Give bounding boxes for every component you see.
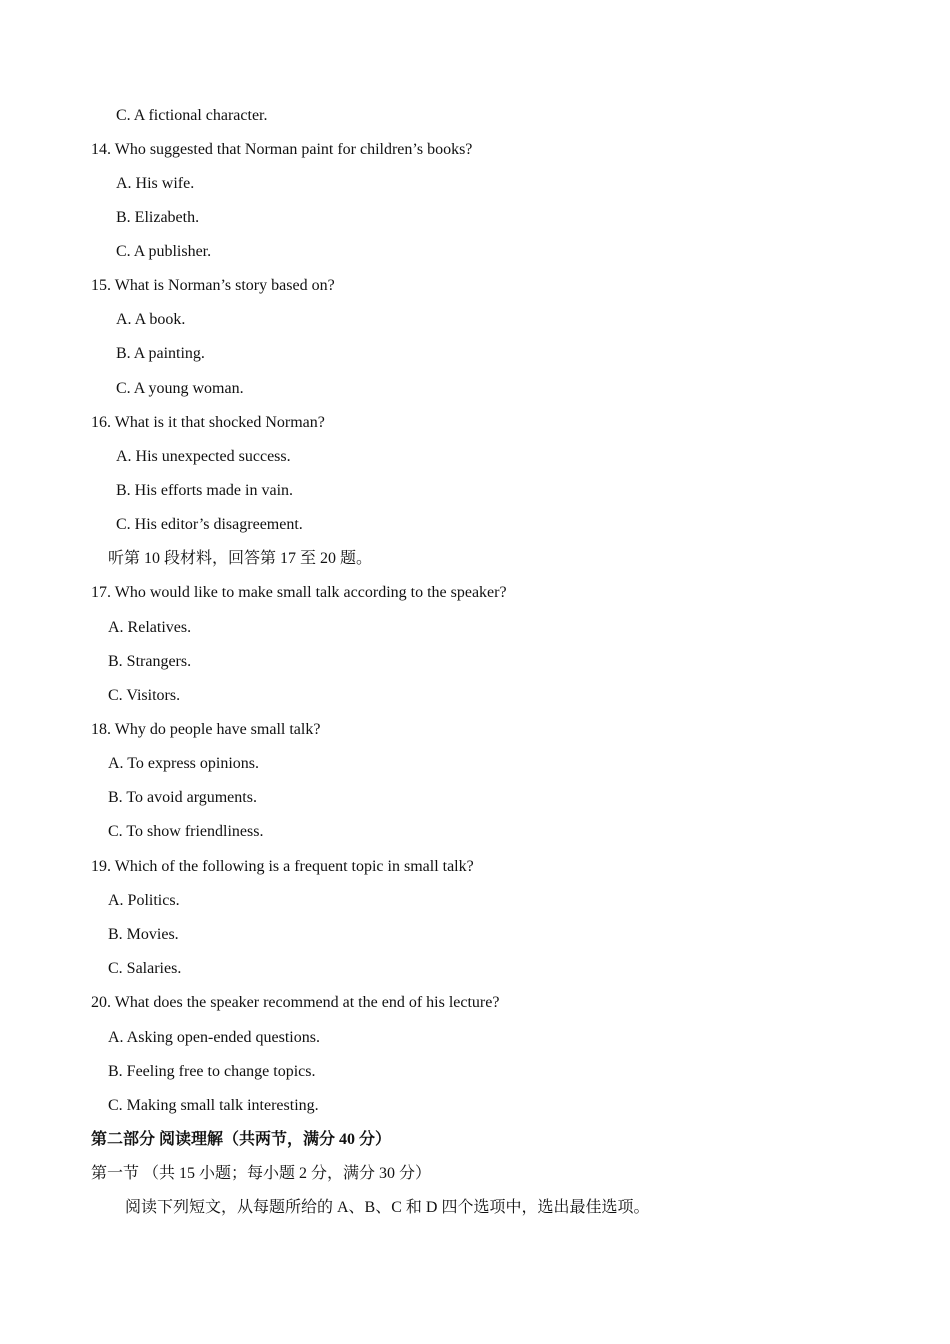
option-20b: B. Feeling free to change topics.: [108, 1063, 316, 1080]
option-17a: A. Relatives.: [108, 619, 192, 636]
option-15c: C. A young woman.: [116, 380, 244, 397]
option-17b: B. Strangers.: [108, 653, 192, 670]
question-15: 15. What is Norman’s story based on?: [91, 277, 335, 294]
option-13c: C. A fictional character.: [116, 107, 268, 124]
option-14b: B. Elizabeth.: [116, 209, 200, 226]
option-19c: C. Salaries.: [108, 960, 182, 977]
option-18c: C. To show friendliness.: [108, 823, 264, 840]
option-16a: A. His unexpected success.: [116, 448, 291, 465]
question-19: 19. Which of the following is a frequent topic in small talk?: [91, 858, 474, 875]
question-20: 20. What does the speaker recommend at the end of his lecture?: [91, 994, 500, 1011]
reading-instruction: 阅读下列短文，从每题所给的 A、B、C 和 D 四个选项中，选出最佳选项。: [125, 1199, 650, 1216]
option-15a: A. A book.: [116, 311, 186, 328]
option-20c: C. Making small talk interesting.: [108, 1097, 319, 1114]
question-14: 14. Who suggested that Norman paint for children’s books?: [91, 141, 473, 158]
option-16c: C. His editor’s disagreement.: [116, 516, 303, 533]
option-18b: B. To avoid arguments.: [108, 789, 257, 806]
question-17: 17. Who would like to make small talk according to the speaker?: [91, 584, 507, 601]
option-18a: A. To express opinions.: [108, 755, 260, 772]
option-19b: B. Movies.: [108, 926, 179, 943]
option-20a: A. Asking open-ended questions.: [108, 1029, 320, 1046]
option-19a: A. Politics.: [108, 892, 180, 909]
option-17c: C. Visitors.: [108, 687, 181, 704]
section-instruction-10: 听第 10 段材料，回答第 17 至 20 题。: [108, 550, 373, 567]
question-18: 18. Why do people have small talk?: [91, 721, 321, 738]
part-two-heading: 第二部分 阅读理解（共两节，满分 40 分）: [91, 1131, 392, 1148]
option-14a: A. His wife.: [116, 175, 195, 192]
question-16: 16. What is it that shocked Norman?: [91, 414, 325, 431]
section-one-heading: 第一节 （共 15 小题；每小题 2 分，满分 30 分）: [91, 1165, 432, 1182]
option-14c: C. A publisher.: [116, 243, 212, 260]
option-16b: B. His efforts made in vain.: [116, 482, 294, 499]
option-15b: B. A painting.: [116, 345, 205, 362]
